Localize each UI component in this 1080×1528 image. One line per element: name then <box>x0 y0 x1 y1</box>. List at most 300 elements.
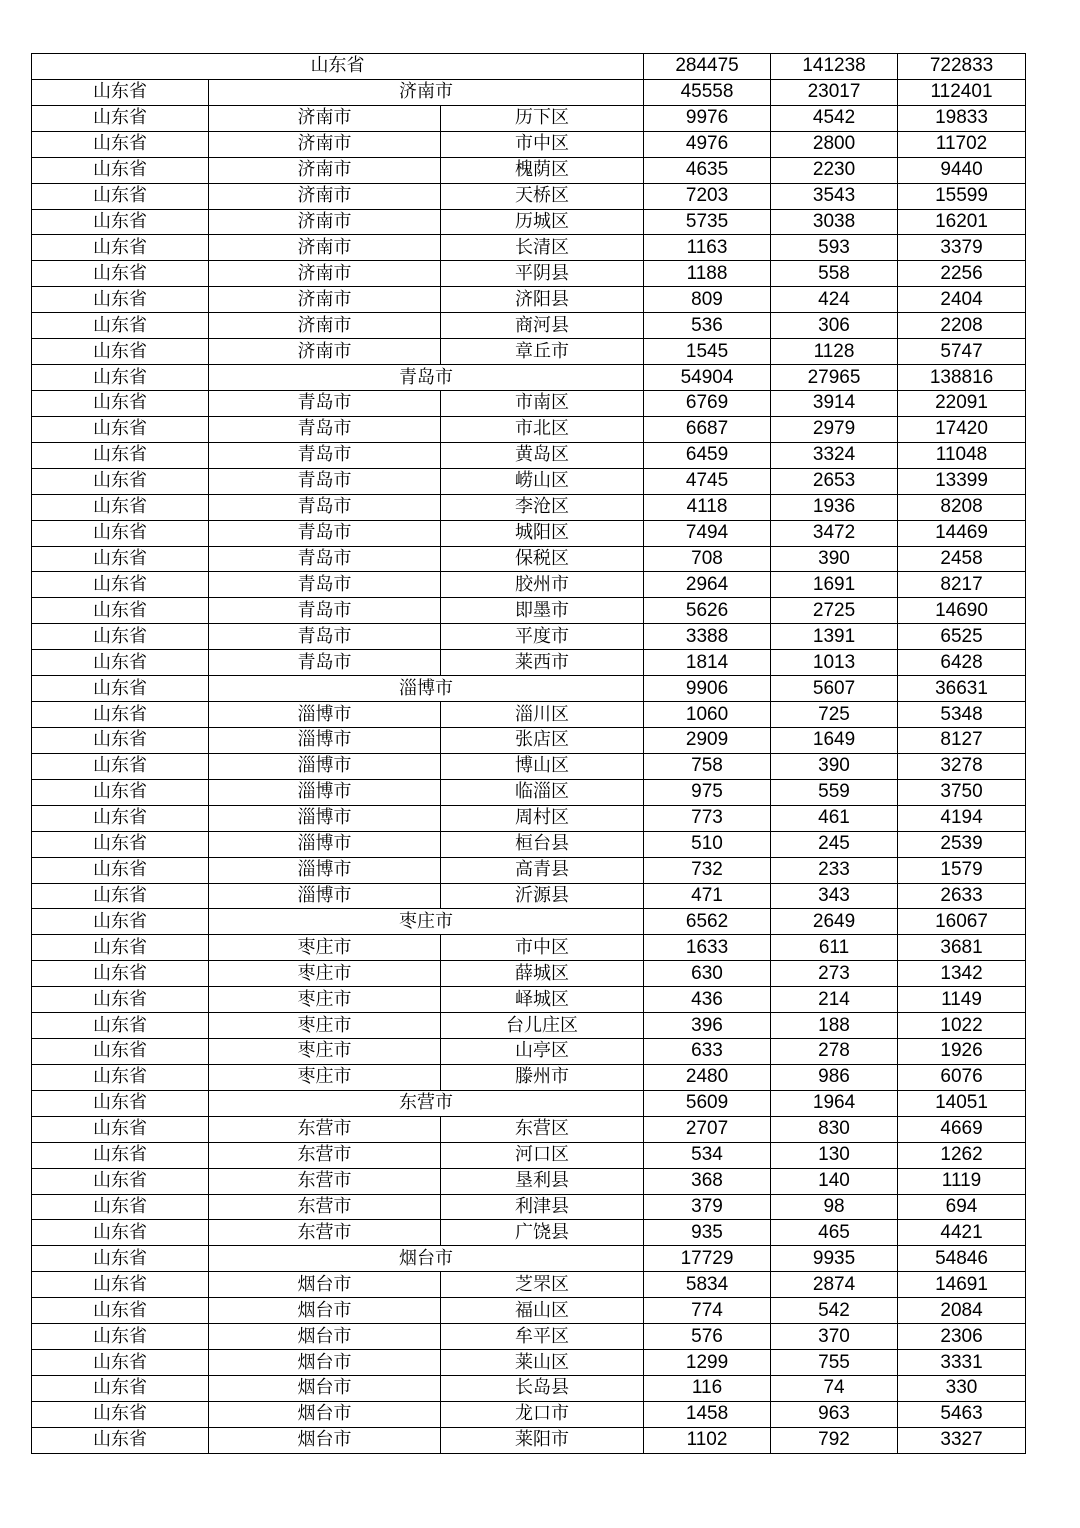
district-row <box>32 1064 1026 1090</box>
value-cell: 5463 <box>898 1401 1026 1427</box>
province-cell: 山东省 <box>32 157 209 183</box>
province-cell: 山东省 <box>32 365 209 391</box>
value-cell: 1128 <box>771 339 898 365</box>
city-cell: 青岛市 <box>209 598 441 624</box>
city-cell: 青岛市 <box>209 390 441 416</box>
district-row <box>32 105 1026 131</box>
district-row <box>32 442 1026 468</box>
province-cell: 山东省 <box>32 987 209 1013</box>
value-cell: 16201 <box>898 209 1026 235</box>
value-cell: 2404 <box>898 287 1026 313</box>
value-cell: 725 <box>771 702 898 728</box>
district-row <box>32 1401 1026 1427</box>
city-cell: 烟台市 <box>209 1376 441 1402</box>
city-cell: 青岛市 <box>209 546 441 572</box>
city-cell: 淄博市 <box>209 857 441 883</box>
value-cell: 343 <box>771 883 898 909</box>
city-cell: 枣庄市 <box>209 935 441 961</box>
value-cell: 6562 <box>644 909 771 935</box>
district-cell: 垦利县 <box>441 1168 644 1194</box>
city-total-row <box>32 1246 1026 1272</box>
district-cell: 周村区 <box>441 805 644 831</box>
province-cell: 山东省 <box>32 1168 209 1194</box>
value-cell: 755 <box>771 1350 898 1376</box>
value-cell: 4745 <box>644 468 771 494</box>
district-row <box>32 235 1026 261</box>
value-cell: 54904 <box>644 365 771 391</box>
province-cell: 山东省 <box>32 1246 209 1272</box>
value-cell: 708 <box>644 546 771 572</box>
value-cell: 4421 <box>898 1220 1026 1246</box>
district-cell: 桓台县 <box>441 831 644 857</box>
value-cell: 2633 <box>898 883 1026 909</box>
district-row <box>32 572 1026 598</box>
city-name-cell: 济南市 <box>209 79 644 105</box>
district-cell: 淄川区 <box>441 702 644 728</box>
district-row <box>32 1272 1026 1298</box>
value-cell: 694 <box>898 1194 1026 1220</box>
district-row <box>32 857 1026 883</box>
value-cell: 963 <box>771 1401 898 1427</box>
district-cell: 历城区 <box>441 209 644 235</box>
province-cell: 山东省 <box>32 209 209 235</box>
district-row <box>32 1013 1026 1039</box>
province-cell: 山东省 <box>32 624 209 650</box>
city-cell: 青岛市 <box>209 520 441 546</box>
value-cell: 471 <box>644 883 771 909</box>
province-name-cell: 山东省 <box>32 54 644 80</box>
value-cell: 5609 <box>644 1090 771 1116</box>
value-cell: 284475 <box>644 54 771 80</box>
province-cell: 山东省 <box>32 935 209 961</box>
value-cell: 1649 <box>771 727 898 753</box>
province-cell: 山东省 <box>32 1064 209 1090</box>
value-cell: 13399 <box>898 468 1026 494</box>
district-row <box>32 779 1026 805</box>
value-cell: 536 <box>644 313 771 339</box>
district-cell: 天桥区 <box>441 183 644 209</box>
city-cell: 淄博市 <box>209 805 441 831</box>
value-cell: 3750 <box>898 779 1026 805</box>
value-cell: 141238 <box>771 54 898 80</box>
value-cell: 2256 <box>898 261 1026 287</box>
district-cell: 临淄区 <box>441 779 644 805</box>
district-cell: 即墨市 <box>441 598 644 624</box>
value-cell: 3388 <box>644 624 771 650</box>
value-cell: 14690 <box>898 598 1026 624</box>
value-cell: 17729 <box>644 1246 771 1272</box>
value-cell: 792 <box>771 1427 898 1453</box>
district-cell: 峄城区 <box>441 987 644 1013</box>
district-row <box>32 883 1026 909</box>
value-cell: 2649 <box>771 909 898 935</box>
city-name-cell: 淄博市 <box>209 676 644 702</box>
district-cell: 牟平区 <box>441 1324 644 1350</box>
value-cell: 2874 <box>771 1272 898 1298</box>
value-cell: 138816 <box>898 365 1026 391</box>
value-cell: 5607 <box>771 676 898 702</box>
value-cell: 542 <box>771 1298 898 1324</box>
district-cell: 历下区 <box>441 105 644 131</box>
value-cell: 9976 <box>644 105 771 131</box>
district-row <box>32 1427 1026 1453</box>
value-cell: 1188 <box>644 261 771 287</box>
value-cell: 8208 <box>898 494 1026 520</box>
value-cell: 5834 <box>644 1272 771 1298</box>
city-cell: 青岛市 <box>209 468 441 494</box>
value-cell: 7494 <box>644 520 771 546</box>
value-cell: 1262 <box>898 1142 1026 1168</box>
district-cell: 城阳区 <box>441 520 644 546</box>
district-cell: 广饶县 <box>441 1220 644 1246</box>
value-cell: 1579 <box>898 857 1026 883</box>
value-cell: 3038 <box>771 209 898 235</box>
value-cell: 8217 <box>898 572 1026 598</box>
city-cell: 淄博市 <box>209 831 441 857</box>
value-cell: 390 <box>771 546 898 572</box>
province-cell: 山东省 <box>32 442 209 468</box>
district-row <box>32 1116 1026 1142</box>
district-row <box>32 157 1026 183</box>
province-cell: 山东省 <box>32 1324 209 1350</box>
value-cell: 3543 <box>771 183 898 209</box>
value-cell: 1391 <box>771 624 898 650</box>
value-cell: 5735 <box>644 209 771 235</box>
value-cell: 7203 <box>644 183 771 209</box>
province-cell: 山东省 <box>32 1194 209 1220</box>
city-cell: 烟台市 <box>209 1272 441 1298</box>
district-row <box>32 546 1026 572</box>
province-cell: 山东省 <box>32 494 209 520</box>
city-cell: 济南市 <box>209 261 441 287</box>
district-row <box>32 1220 1026 1246</box>
district-row <box>32 209 1026 235</box>
value-cell: 986 <box>771 1064 898 1090</box>
value-cell: 5348 <box>898 702 1026 728</box>
value-cell: 424 <box>771 287 898 313</box>
value-cell: 2208 <box>898 313 1026 339</box>
value-cell: 5747 <box>898 339 1026 365</box>
value-cell: 3278 <box>898 753 1026 779</box>
city-cell: 东营市 <box>209 1168 441 1194</box>
district-cell: 山亭区 <box>441 1039 644 1065</box>
value-cell: 3472 <box>771 520 898 546</box>
value-cell: 2909 <box>644 727 771 753</box>
value-cell: 1022 <box>898 1013 1026 1039</box>
value-cell: 233 <box>771 857 898 883</box>
district-cell: 张店区 <box>441 727 644 753</box>
city-name-cell: 枣庄市 <box>209 909 644 935</box>
district-cell: 薛城区 <box>441 961 644 987</box>
city-cell: 东营市 <box>209 1116 441 1142</box>
value-cell: 245 <box>771 831 898 857</box>
province-cell: 山东省 <box>32 779 209 805</box>
value-cell: 1926 <box>898 1039 1026 1065</box>
district-row <box>32 961 1026 987</box>
province-cell: 山东省 <box>32 676 209 702</box>
province-cell: 山东省 <box>32 313 209 339</box>
district-cell: 龙口市 <box>441 1401 644 1427</box>
district-row <box>32 183 1026 209</box>
province-cell: 山东省 <box>32 1401 209 1427</box>
province-cell: 山东省 <box>32 261 209 287</box>
district-cell: 保税区 <box>441 546 644 572</box>
province-cell: 山东省 <box>32 961 209 987</box>
value-cell: 1458 <box>644 1401 771 1427</box>
value-cell: 1342 <box>898 961 1026 987</box>
value-cell: 9906 <box>644 676 771 702</box>
city-total-row <box>32 79 1026 105</box>
value-cell: 396 <box>644 1013 771 1039</box>
value-cell: 2800 <box>771 131 898 157</box>
province-cell: 山东省 <box>32 390 209 416</box>
value-cell: 558 <box>771 261 898 287</box>
value-cell: 4635 <box>644 157 771 183</box>
city-cell: 东营市 <box>209 1220 441 1246</box>
city-cell: 青岛市 <box>209 494 441 520</box>
value-cell: 593 <box>771 235 898 261</box>
value-cell: 2084 <box>898 1298 1026 1324</box>
district-row <box>32 753 1026 779</box>
value-cell: 1149 <box>898 987 1026 1013</box>
value-cell: 6769 <box>644 390 771 416</box>
value-cell: 1936 <box>771 494 898 520</box>
value-cell: 758 <box>644 753 771 779</box>
city-cell: 青岛市 <box>209 624 441 650</box>
value-cell: 3331 <box>898 1350 1026 1376</box>
district-row <box>32 1298 1026 1324</box>
value-cell: 1545 <box>644 339 771 365</box>
city-cell: 烟台市 <box>209 1427 441 1453</box>
province-cell: 山东省 <box>32 1350 209 1376</box>
province-cell: 山东省 <box>32 1116 209 1142</box>
province-cell: 山东省 <box>32 1039 209 1065</box>
value-cell: 390 <box>771 753 898 779</box>
district-cell: 利津县 <box>441 1194 644 1220</box>
value-cell: 2539 <box>898 831 1026 857</box>
district-row <box>32 261 1026 287</box>
city-cell: 东营市 <box>209 1194 441 1220</box>
district-row <box>32 598 1026 624</box>
value-cell: 14691 <box>898 1272 1026 1298</box>
value-cell: 465 <box>771 1220 898 1246</box>
city-cell: 烟台市 <box>209 1350 441 1376</box>
city-cell: 济南市 <box>209 131 441 157</box>
value-cell: 36631 <box>898 676 1026 702</box>
district-row <box>32 624 1026 650</box>
value-cell: 27965 <box>771 365 898 391</box>
district-cell: 台儿庄区 <box>441 1013 644 1039</box>
city-cell: 青岛市 <box>209 650 441 676</box>
value-cell: 1163 <box>644 235 771 261</box>
district-row <box>32 650 1026 676</box>
value-cell: 732 <box>644 857 771 883</box>
district-cell: 黄岛区 <box>441 442 644 468</box>
province-cell: 山东省 <box>32 468 209 494</box>
value-cell: 611 <box>771 935 898 961</box>
district-row <box>32 520 1026 546</box>
province-cell: 山东省 <box>32 339 209 365</box>
value-cell: 379 <box>644 1194 771 1220</box>
value-cell: 116 <box>644 1376 771 1402</box>
value-cell: 15599 <box>898 183 1026 209</box>
district-cell: 芝罘区 <box>441 1272 644 1298</box>
province-cell: 山东省 <box>32 753 209 779</box>
district-row <box>32 494 1026 520</box>
value-cell: 633 <box>644 1039 771 1065</box>
district-row <box>32 1350 1026 1376</box>
district-row <box>32 805 1026 831</box>
value-cell: 9935 <box>771 1246 898 1272</box>
district-cell: 李沧区 <box>441 494 644 520</box>
city-cell: 枣庄市 <box>209 1013 441 1039</box>
value-cell: 11048 <box>898 442 1026 468</box>
province-cell: 山东省 <box>32 520 209 546</box>
district-cell: 市北区 <box>441 416 644 442</box>
value-cell: 1102 <box>644 1427 771 1453</box>
statistics-table <box>31 53 1026 1454</box>
value-cell: 3324 <box>771 442 898 468</box>
district-row <box>32 287 1026 313</box>
district-row <box>32 339 1026 365</box>
district-cell: 滕州市 <box>441 1064 644 1090</box>
value-cell: 461 <box>771 805 898 831</box>
city-name-cell: 青岛市 <box>209 365 644 391</box>
district-cell: 高青县 <box>441 857 644 883</box>
district-cell: 平度市 <box>441 624 644 650</box>
value-cell: 4542 <box>771 105 898 131</box>
value-cell: 436 <box>644 987 771 1013</box>
value-cell: 330 <box>898 1376 1026 1402</box>
district-row <box>32 935 1026 961</box>
district-row <box>32 1194 1026 1220</box>
value-cell: 2230 <box>771 157 898 183</box>
district-cell: 河口区 <box>441 1142 644 1168</box>
city-cell: 东营市 <box>209 1142 441 1168</box>
city-cell: 青岛市 <box>209 416 441 442</box>
value-cell: 140 <box>771 1168 898 1194</box>
district-cell: 章丘市 <box>441 339 644 365</box>
value-cell: 6525 <box>898 624 1026 650</box>
district-row <box>32 1324 1026 1350</box>
province-cell: 山东省 <box>32 235 209 261</box>
district-row <box>32 1376 1026 1402</box>
city-cell: 淄博市 <box>209 753 441 779</box>
value-cell: 1060 <box>644 702 771 728</box>
value-cell: 214 <box>771 987 898 1013</box>
city-cell: 烟台市 <box>209 1324 441 1350</box>
district-cell: 商河县 <box>441 313 644 339</box>
city-cell: 枣庄市 <box>209 961 441 987</box>
province-cell: 山东省 <box>32 546 209 572</box>
value-cell: 2707 <box>644 1116 771 1142</box>
value-cell: 3379 <box>898 235 1026 261</box>
value-cell: 722833 <box>898 54 1026 80</box>
city-name-cell: 东营市 <box>209 1090 644 1116</box>
value-cell: 14469 <box>898 520 1026 546</box>
province-cell: 山东省 <box>32 287 209 313</box>
district-row <box>32 131 1026 157</box>
district-row <box>32 987 1026 1013</box>
value-cell: 130 <box>771 1142 898 1168</box>
province-total-row <box>32 54 1026 80</box>
value-cell: 4118 <box>644 494 771 520</box>
value-cell: 4976 <box>644 131 771 157</box>
value-cell: 22091 <box>898 390 1026 416</box>
value-cell: 773 <box>644 805 771 831</box>
city-cell: 枣庄市 <box>209 1039 441 1065</box>
city-cell: 枣庄市 <box>209 1064 441 1090</box>
value-cell: 576 <box>644 1324 771 1350</box>
province-cell: 山东省 <box>32 572 209 598</box>
value-cell: 370 <box>771 1324 898 1350</box>
value-cell: 4194 <box>898 805 1026 831</box>
value-cell: 3681 <box>898 935 1026 961</box>
district-cell: 沂源县 <box>441 883 644 909</box>
city-cell: 济南市 <box>209 235 441 261</box>
province-cell: 山东省 <box>32 1220 209 1246</box>
province-cell: 山东省 <box>32 857 209 883</box>
city-cell: 济南市 <box>209 105 441 131</box>
province-cell: 山东省 <box>32 183 209 209</box>
district-cell: 胶州市 <box>441 572 644 598</box>
district-row <box>32 313 1026 339</box>
district-row <box>32 1039 1026 1065</box>
value-cell: 5626 <box>644 598 771 624</box>
district-cell: 东营区 <box>441 1116 644 1142</box>
city-cell: 淄博市 <box>209 727 441 753</box>
city-cell: 青岛市 <box>209 572 441 598</box>
value-cell: 510 <box>644 831 771 857</box>
city-cell: 淄博市 <box>209 883 441 909</box>
city-cell: 烟台市 <box>209 1401 441 1427</box>
province-cell: 山东省 <box>32 1090 209 1116</box>
province-cell: 山东省 <box>32 650 209 676</box>
value-cell: 19833 <box>898 105 1026 131</box>
city-total-row <box>32 365 1026 391</box>
district-row <box>32 468 1026 494</box>
value-cell: 1814 <box>644 650 771 676</box>
province-cell: 山东省 <box>32 105 209 131</box>
city-cell: 枣庄市 <box>209 987 441 1013</box>
value-cell: 11702 <box>898 131 1026 157</box>
value-cell: 14051 <box>898 1090 1026 1116</box>
district-cell: 崂山区 <box>441 468 644 494</box>
district-cell: 市中区 <box>441 935 644 961</box>
district-row <box>32 416 1026 442</box>
value-cell: 273 <box>771 961 898 987</box>
value-cell: 559 <box>771 779 898 805</box>
value-cell: 2306 <box>898 1324 1026 1350</box>
value-cell: 1013 <box>771 650 898 676</box>
city-cell: 淄博市 <box>209 779 441 805</box>
value-cell: 2964 <box>644 572 771 598</box>
province-cell: 山东省 <box>32 131 209 157</box>
province-cell: 山东省 <box>32 1142 209 1168</box>
value-cell: 2458 <box>898 546 1026 572</box>
city-cell: 淄博市 <box>209 702 441 728</box>
province-cell: 山东省 <box>32 1272 209 1298</box>
city-cell: 济南市 <box>209 209 441 235</box>
city-total-row <box>32 909 1026 935</box>
district-row <box>32 702 1026 728</box>
value-cell: 1964 <box>771 1090 898 1116</box>
city-total-row <box>32 1090 1026 1116</box>
value-cell: 1633 <box>644 935 771 961</box>
value-cell: 6687 <box>644 416 771 442</box>
table-body <box>32 54 1026 1454</box>
value-cell: 2979 <box>771 416 898 442</box>
